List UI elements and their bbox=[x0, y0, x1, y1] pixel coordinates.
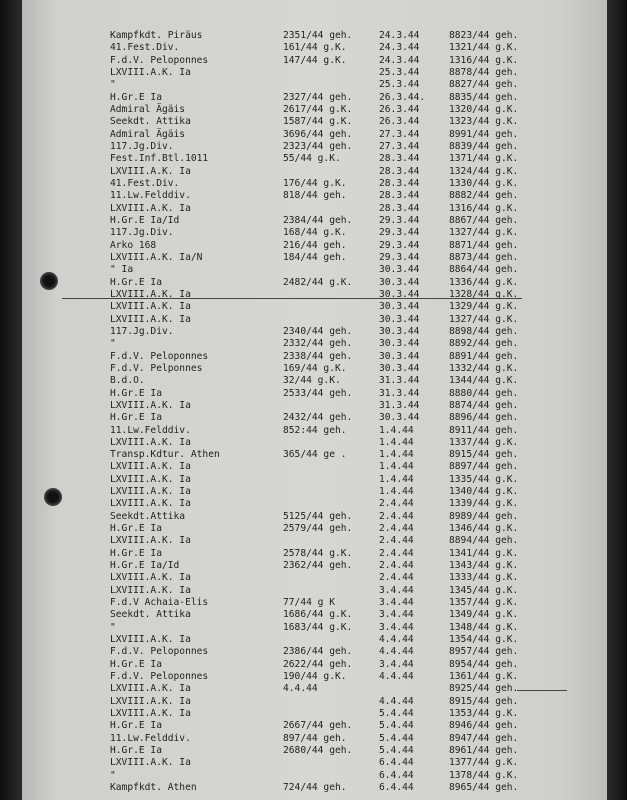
entry-date: 25.3.44 bbox=[379, 66, 420, 78]
journal-number: 8991/44 geh. bbox=[449, 128, 519, 140]
sender-unit: H.Gr.E Ia bbox=[110, 523, 162, 535]
outgoing-reference: 184/44 geh. bbox=[283, 251, 347, 263]
table-row bbox=[22, 338, 607, 350]
entry-date: 4.4.44 bbox=[379, 695, 414, 707]
journal-number: 1343/44 g.K. bbox=[449, 560, 519, 572]
journal-number: 8864/44 geh. bbox=[449, 264, 519, 276]
sender-unit: Fest.Inf.Btl.1011 bbox=[110, 153, 209, 165]
table-row bbox=[22, 474, 607, 486]
journal-number: 8897/44 geh. bbox=[449, 461, 519, 473]
sender-unit: Admiral Ägäis bbox=[110, 103, 186, 115]
sender-unit: LXVIII.A.K. Ia bbox=[110, 535, 191, 547]
entry-date: 3.4.44 bbox=[379, 621, 414, 633]
sender-unit: LXVIII.A.K. Ia bbox=[110, 313, 191, 325]
entry-date: 30.3.44 bbox=[379, 264, 420, 276]
outgoing-reference: 724/44 geh. bbox=[283, 782, 347, 794]
sender-unit: LXVIII.A.K. Ia bbox=[110, 757, 191, 769]
sender-unit: LXVIII.A.K. Ia bbox=[110, 695, 191, 707]
table-row bbox=[22, 351, 607, 363]
sender-unit: H.Gr.E Ia/Id bbox=[110, 560, 180, 572]
table-row bbox=[22, 437, 607, 449]
outgoing-reference: 2340/44 geh. bbox=[283, 325, 353, 337]
entry-date: 2.4.44 bbox=[379, 523, 414, 535]
journal-number: 8871/44 geh. bbox=[449, 239, 519, 251]
journal-number: 1320/44 g.K. bbox=[449, 103, 519, 115]
table-row bbox=[22, 671, 607, 683]
sender-unit: LXVIII.A.K. Ia bbox=[110, 473, 191, 485]
table-row bbox=[22, 252, 607, 264]
table-row bbox=[22, 560, 607, 572]
entry-date: 26.3.44 bbox=[379, 116, 420, 128]
sender-unit: " bbox=[110, 338, 116, 350]
outgoing-reference: 147/44 g.K. bbox=[283, 54, 347, 66]
table-row bbox=[22, 277, 607, 289]
sender-unit: H.Gr.E Ia bbox=[110, 91, 162, 103]
outgoing-reference: 2579/44 geh. bbox=[283, 523, 353, 535]
table-row bbox=[22, 116, 607, 128]
journal-number: 8880/44 geh. bbox=[449, 387, 519, 399]
outgoing-reference: 168/44 g.K. bbox=[283, 227, 347, 239]
outgoing-reference: 2533/44 geh. bbox=[283, 387, 353, 399]
sender-unit: Seekdt.Attika bbox=[110, 510, 186, 522]
journal-number: 1327/44 g.K. bbox=[449, 313, 519, 325]
journal-number: 8873/44 geh. bbox=[449, 251, 519, 263]
sender-unit: Seekdt. Attika bbox=[110, 609, 191, 621]
entry-date: 4.4.44 bbox=[379, 634, 414, 646]
outgoing-reference: 4.4.44 bbox=[283, 683, 318, 695]
table-row bbox=[22, 425, 607, 437]
entry-date: 30.3.44 bbox=[379, 412, 420, 424]
sender-unit: LXVIII.A.K. Ia bbox=[110, 634, 191, 646]
outgoing-reference: 1587/44 g.K. bbox=[283, 116, 353, 128]
table-row bbox=[22, 696, 607, 708]
sender-unit: LXVIII.A.K. Ia bbox=[110, 202, 191, 214]
table-row bbox=[22, 597, 607, 609]
entry-date: 29.3.44 bbox=[379, 214, 420, 226]
journal-number: 8878/44 geh. bbox=[449, 66, 519, 78]
sender-unit: H.Gr.E Ia bbox=[110, 658, 162, 670]
outgoing-reference: 2617/44 g.K. bbox=[283, 103, 353, 115]
sender-unit: LXVIII.A.K. Ia bbox=[110, 498, 191, 510]
table-row bbox=[22, 240, 607, 252]
table-row bbox=[22, 55, 607, 67]
journal-number: 1361/44 g.K. bbox=[449, 671, 519, 683]
outgoing-reference: 2338/44 geh. bbox=[283, 350, 353, 362]
entry-date: 1.4.44 bbox=[379, 461, 414, 473]
sender-unit: H.Gr.E Ia bbox=[110, 412, 162, 424]
table-row bbox=[22, 486, 607, 498]
journal-number: 1323/44 g.K. bbox=[449, 116, 519, 128]
outgoing-reference: 365/44 ge . bbox=[283, 449, 347, 461]
outgoing-reference: 2622/44 geh. bbox=[283, 658, 353, 670]
sender-unit: F.d.V Achaia-Elis bbox=[110, 597, 209, 609]
table-row bbox=[22, 215, 607, 227]
journal-number: 1327/44 g.K. bbox=[449, 227, 519, 239]
sender-unit: LXVIII.A.K. Ia bbox=[110, 165, 191, 177]
table-row bbox=[22, 400, 607, 412]
entry-date: 30.3.44 bbox=[379, 362, 420, 374]
register-table bbox=[22, 30, 607, 794]
sender-unit: LXVIII.A.K. Ia bbox=[110, 572, 191, 584]
outgoing-reference: 897/44 geh. bbox=[283, 732, 347, 744]
entry-date: 3.4.44 bbox=[379, 609, 414, 621]
table-row bbox=[22, 227, 607, 239]
entry-date: 24.3.44 bbox=[379, 54, 420, 66]
journal-number: 8915/44 geh. bbox=[449, 449, 519, 461]
entry-date: 1.4.44 bbox=[379, 436, 414, 448]
entry-date: 29.3.44 bbox=[379, 251, 420, 263]
sender-unit: 11.Lw.Felddiv. bbox=[110, 190, 191, 202]
journal-number: 8874/44 geh. bbox=[449, 399, 519, 411]
journal-number: 8892/44 geh. bbox=[449, 338, 519, 350]
journal-number: 1339/44 g.K. bbox=[449, 498, 519, 510]
table-row bbox=[22, 153, 607, 165]
outgoing-reference: 3696/44 geh. bbox=[283, 128, 353, 140]
outgoing-reference: 2384/44 geh. bbox=[283, 214, 353, 226]
entry-date: 31.3.44 bbox=[379, 375, 420, 387]
journal-number: 1330/44 g.K. bbox=[449, 177, 519, 189]
entry-date: 26.3.44 bbox=[379, 103, 420, 115]
outgoing-reference: 2327/44 geh. bbox=[283, 91, 353, 103]
entry-date: 31.3.44 bbox=[379, 387, 420, 399]
journal-number: 8961/44 geh. bbox=[449, 745, 519, 757]
journal-number: 8839/44 geh. bbox=[449, 140, 519, 152]
sender-unit: " bbox=[110, 79, 116, 91]
sender-unit: Kampfkdt. Piräus bbox=[110, 30, 203, 41]
sender-unit: F.d.V. Peloponnes bbox=[110, 646, 209, 658]
sender-unit: Transp.Kdtur. Athen bbox=[110, 449, 220, 461]
sender-unit: F.d.V. Peloponnes bbox=[110, 54, 209, 66]
sender-unit: " bbox=[110, 769, 116, 781]
table-row bbox=[22, 449, 607, 461]
table-row bbox=[22, 548, 607, 560]
outgoing-reference: 2386/44 geh. bbox=[283, 646, 353, 658]
table-row bbox=[22, 190, 607, 202]
table-row bbox=[22, 104, 607, 116]
table-row bbox=[22, 92, 607, 104]
sender-unit: H.Gr.E Ia/Id bbox=[110, 214, 180, 226]
sender-unit: H.Gr.E Ia bbox=[110, 720, 162, 732]
entry-date: 5.4.44 bbox=[379, 732, 414, 744]
entry-date: 3.4.44 bbox=[379, 597, 414, 609]
table-row bbox=[22, 708, 607, 720]
table-row bbox=[22, 79, 607, 91]
table-row bbox=[22, 178, 607, 190]
entry-date: 30.3.44 bbox=[379, 276, 420, 288]
sender-unit: 41.Fest.Div. bbox=[110, 42, 180, 54]
table-row bbox=[22, 511, 607, 523]
journal-number: 8947/44 geh. bbox=[449, 732, 519, 744]
scan-border-right bbox=[607, 0, 627, 800]
sender-unit: LXVIII.A.K. Ia bbox=[110, 708, 191, 720]
entry-date: 6.4.44 bbox=[379, 769, 414, 781]
entry-date: 2.4.44 bbox=[379, 535, 414, 547]
table-row bbox=[22, 745, 607, 757]
entry-date: 25.3.44 bbox=[379, 79, 420, 91]
journal-number: 1316/44 g.K. bbox=[449, 202, 519, 214]
journal-number: 1377/44 g.K. bbox=[449, 757, 519, 769]
outgoing-reference: 2680/44 geh. bbox=[283, 745, 353, 757]
journal-number: 1348/44 g.K. bbox=[449, 621, 519, 633]
table-row bbox=[22, 166, 607, 178]
entry-date: 30.3.44 bbox=[379, 313, 420, 325]
table-row bbox=[22, 622, 607, 634]
sender-unit: " Ia bbox=[110, 264, 134, 276]
table-row bbox=[22, 326, 607, 338]
sender-unit: F.d.V. Peloponnes bbox=[110, 350, 209, 362]
sender-unit: H.Gr.E Ia bbox=[110, 387, 162, 399]
sender-unit: Admiral Ägäis bbox=[110, 128, 186, 140]
entry-date: 1.4.44 bbox=[379, 424, 414, 436]
outgoing-reference: 32/44 g.K. bbox=[283, 375, 341, 387]
entry-date: 30.3.44 bbox=[379, 350, 420, 362]
sender-unit: LXVIII.A.K. Ia bbox=[110, 436, 191, 448]
sender-unit: 117.Jg.Div. bbox=[110, 140, 174, 152]
sender-unit: LXVIII.A.K. Ia/N bbox=[110, 251, 203, 263]
journal-number: 8989/44 geh. bbox=[449, 510, 519, 522]
journal-number: 1336/44 g.K. bbox=[449, 276, 519, 288]
journal-number: 8954/44 geh. bbox=[449, 658, 519, 670]
sender-unit: H.Gr.E Ia bbox=[110, 745, 162, 757]
sender-unit: " bbox=[110, 621, 116, 633]
journal-number: 1354/44 g.K. bbox=[449, 634, 519, 646]
table-row bbox=[22, 782, 607, 794]
entry-date: 28.3.44 bbox=[379, 202, 420, 214]
outgoing-reference: 2578/44 g.K. bbox=[283, 547, 353, 559]
outgoing-reference: 176/44 g.K. bbox=[283, 177, 347, 189]
entry-date: 4.4.44 bbox=[379, 646, 414, 658]
journal-number: 1353/44 g.K. bbox=[449, 708, 519, 720]
table-row bbox=[22, 720, 607, 732]
entry-date: 2.4.44 bbox=[379, 560, 414, 572]
sender-unit: 41.Fest.Div. bbox=[110, 177, 180, 189]
table-row bbox=[22, 42, 607, 54]
entry-date: 2.4.44 bbox=[379, 510, 414, 522]
table-row bbox=[22, 498, 607, 510]
table-row bbox=[22, 683, 607, 695]
entry-date: 6.4.44 bbox=[379, 782, 414, 794]
journal-number: 1316/44 g.K. bbox=[449, 54, 519, 66]
journal-number: 8911/44 geh. bbox=[449, 424, 519, 436]
outgoing-reference: 2667/44 geh. bbox=[283, 720, 353, 732]
outgoing-reference: 2323/44 geh. bbox=[283, 140, 353, 152]
entry-date: 29.3.44 bbox=[379, 239, 420, 251]
sender-unit: 11.Lw.Felddiv. bbox=[110, 732, 191, 744]
table-row bbox=[22, 289, 607, 301]
sender-unit: LXVIII.A.K. Ia bbox=[110, 399, 191, 411]
journal-number: 1371/44 g.K. bbox=[449, 153, 519, 165]
outgoing-reference: 852:44 geh. bbox=[283, 424, 347, 436]
sender-unit: LXVIII.A.K. Ia bbox=[110, 301, 191, 313]
outgoing-reference: 161/44 g.K. bbox=[283, 42, 347, 54]
sender-unit: LXVIII.A.K. Ia bbox=[110, 66, 191, 78]
journal-number: 8925/44 geh. bbox=[449, 683, 519, 695]
entry-date: 3.4.44 bbox=[379, 584, 414, 596]
outgoing-reference: 55/44 g.K. bbox=[283, 153, 341, 165]
table-row bbox=[22, 585, 607, 597]
journal-number: 1324/44 g.K. bbox=[449, 165, 519, 177]
journal-number: 8882/44 geh. bbox=[449, 190, 519, 202]
table-row bbox=[22, 129, 607, 141]
journal-number: 1341/44 g.K. bbox=[449, 547, 519, 559]
sender-unit: Arko 168 bbox=[110, 239, 157, 251]
entry-date: 5.4.44 bbox=[379, 745, 414, 757]
journal-number: 8891/44 geh. bbox=[449, 350, 519, 362]
journal-number: 1345/44 g.K. bbox=[449, 584, 519, 596]
table-row bbox=[22, 314, 607, 326]
entry-date: 30.3.44 bbox=[379, 338, 420, 350]
sender-unit: Seekdt. Attika bbox=[110, 116, 191, 128]
journal-number: 1337/44 g.K. bbox=[449, 436, 519, 448]
sender-unit: 11.Lw.Felddiv. bbox=[110, 424, 191, 436]
journal-number: 8894/44 geh. bbox=[449, 535, 519, 547]
entry-date: 28.3.44 bbox=[379, 177, 420, 189]
journal-number: 8898/44 geh. bbox=[449, 325, 519, 337]
journal-number: 1321/44 g.K. bbox=[449, 42, 519, 54]
entry-date: 1.4.44 bbox=[379, 449, 414, 461]
table-row bbox=[22, 141, 607, 153]
entry-date: 5.4.44 bbox=[379, 708, 414, 720]
table-row bbox=[22, 264, 607, 276]
document-page bbox=[22, 0, 607, 800]
entry-date: 2.4.44 bbox=[379, 547, 414, 559]
entry-date: 28.3.44 bbox=[379, 153, 420, 165]
outgoing-reference: 216/44 geh. bbox=[283, 239, 347, 251]
entry-date: 30.3.44 bbox=[379, 301, 420, 313]
journal-number: 8867/44 geh. bbox=[449, 214, 519, 226]
table-row bbox=[22, 609, 607, 621]
journal-number: 1344/44 g.K. bbox=[449, 375, 519, 387]
table-row bbox=[22, 659, 607, 671]
table-row bbox=[22, 30, 607, 42]
outgoing-reference: 1686/44 g.K. bbox=[283, 609, 353, 621]
sender-unit: F.d.V. Pelponnes bbox=[110, 362, 203, 374]
sender-unit: H.Gr.E Ia bbox=[110, 276, 162, 288]
table-row bbox=[22, 375, 607, 387]
sender-unit: LXVIII.A.K. Ia bbox=[110, 683, 191, 695]
journal-number: 1346/44 g.K. bbox=[449, 523, 519, 535]
journal-number: 8896/44 geh. bbox=[449, 412, 519, 424]
journal-number: 8946/44 geh. bbox=[449, 720, 519, 732]
scan-border-left bbox=[0, 0, 22, 800]
table-row bbox=[22, 67, 607, 79]
table-row bbox=[22, 757, 607, 769]
journal-number: 1329/44 g.K. bbox=[449, 301, 519, 313]
outgoing-reference: 169/44 g.K. bbox=[283, 362, 347, 374]
journal-number: 1378/44 g.K. bbox=[449, 769, 519, 781]
entry-date: 1.4.44 bbox=[379, 473, 414, 485]
entry-date: 24.3.44 bbox=[379, 30, 420, 41]
table-row bbox=[22, 770, 607, 782]
sender-unit: LXVIII.A.K. Ia bbox=[110, 486, 191, 498]
entry-date: 28.3.44 bbox=[379, 165, 420, 177]
entry-date: 28.3.44 bbox=[379, 190, 420, 202]
table-row bbox=[22, 646, 607, 658]
entry-date: 27.3.44 bbox=[379, 128, 420, 140]
journal-number: 1335/44 g.K. bbox=[449, 473, 519, 485]
outgoing-reference: 2332/44 geh. bbox=[283, 338, 353, 350]
journal-number: 8835/44 geh. bbox=[449, 91, 519, 103]
outgoing-reference: 190/44 g.K. bbox=[283, 671, 347, 683]
outgoing-reference: 2482/44 g.K. bbox=[283, 276, 353, 288]
table-row bbox=[22, 535, 607, 547]
entry-date: 31.3.44 bbox=[379, 399, 420, 411]
journal-number: 8965/44 geh. bbox=[449, 782, 519, 794]
entry-date: 29.3.44 bbox=[379, 227, 420, 239]
outgoing-reference: 77/44 g K bbox=[283, 597, 335, 609]
entry-date: 27.3.44 bbox=[379, 140, 420, 152]
sender-unit: Kampfkdt. Athen bbox=[110, 782, 197, 794]
table-row bbox=[22, 203, 607, 215]
journal-number: 1332/44 g.K. bbox=[449, 362, 519, 374]
sender-unit: F.d.V. Peloponnes bbox=[110, 671, 209, 683]
journal-number: 1357/44 g.K. bbox=[449, 597, 519, 609]
entry-date: 6.4.44 bbox=[379, 757, 414, 769]
sender-unit: LXVIII.A.K. Ia bbox=[110, 288, 191, 300]
sender-unit: H.Gr.E Ia bbox=[110, 547, 162, 559]
entry-date: 30.3.44 bbox=[379, 325, 420, 337]
table-row bbox=[22, 412, 607, 424]
outgoing-reference: 2362/44 geh. bbox=[283, 560, 353, 572]
entry-date: 1.4.44 bbox=[379, 486, 414, 498]
sender-unit: LXVIII.A.K. Ia bbox=[110, 461, 191, 473]
entry-date: 24.3.44 bbox=[379, 42, 420, 54]
sender-unit: 117.Jg.Div. bbox=[110, 227, 174, 239]
entry-date: 3.4.44 bbox=[379, 658, 414, 670]
table-row bbox=[22, 634, 607, 646]
outgoing-reference: 1683/44 g.K. bbox=[283, 621, 353, 633]
entry-date: 4.4.44 bbox=[379, 671, 414, 683]
outgoing-reference: 2351/44 geh. bbox=[283, 30, 353, 41]
journal-number: 1333/44 g.K. bbox=[449, 572, 519, 584]
table-row bbox=[22, 301, 607, 313]
sender-unit: LXVIII.A.K. Ia bbox=[110, 584, 191, 596]
journal-number: 1340/44 g.K. bbox=[449, 486, 519, 498]
sender-unit: B.d.O. bbox=[110, 375, 145, 387]
entry-date: 2.4.44 bbox=[379, 498, 414, 510]
outgoing-reference: 5125/44 geh. bbox=[283, 510, 353, 522]
journal-number: 1328/44 g.K. bbox=[449, 288, 519, 300]
table-row bbox=[22, 388, 607, 400]
table-row bbox=[22, 461, 607, 473]
journal-number: 8827/44 geh. bbox=[449, 79, 519, 91]
table-row bbox=[22, 363, 607, 375]
table-row bbox=[22, 572, 607, 584]
journal-number: 8823/44 geh. bbox=[449, 30, 519, 41]
outgoing-reference: 2432/44 geh. bbox=[283, 412, 353, 424]
entry-date: 2.4.44 bbox=[379, 572, 414, 584]
journal-number: 8915/44 geh. bbox=[449, 695, 519, 707]
sender-unit: 117.Jg.Div. bbox=[110, 325, 174, 337]
table-row bbox=[22, 733, 607, 745]
entry-date: 26.3.44. bbox=[379, 91, 426, 103]
entry-date: 30.3.44 bbox=[379, 288, 420, 300]
outgoing-reference: 818/44 geh. bbox=[283, 190, 347, 202]
journal-number: 1349/44 g.K. bbox=[449, 609, 519, 621]
entry-date: 5.4.44 bbox=[379, 720, 414, 732]
journal-number: 8957/44 geh. bbox=[449, 646, 519, 658]
table-row bbox=[22, 523, 607, 535]
